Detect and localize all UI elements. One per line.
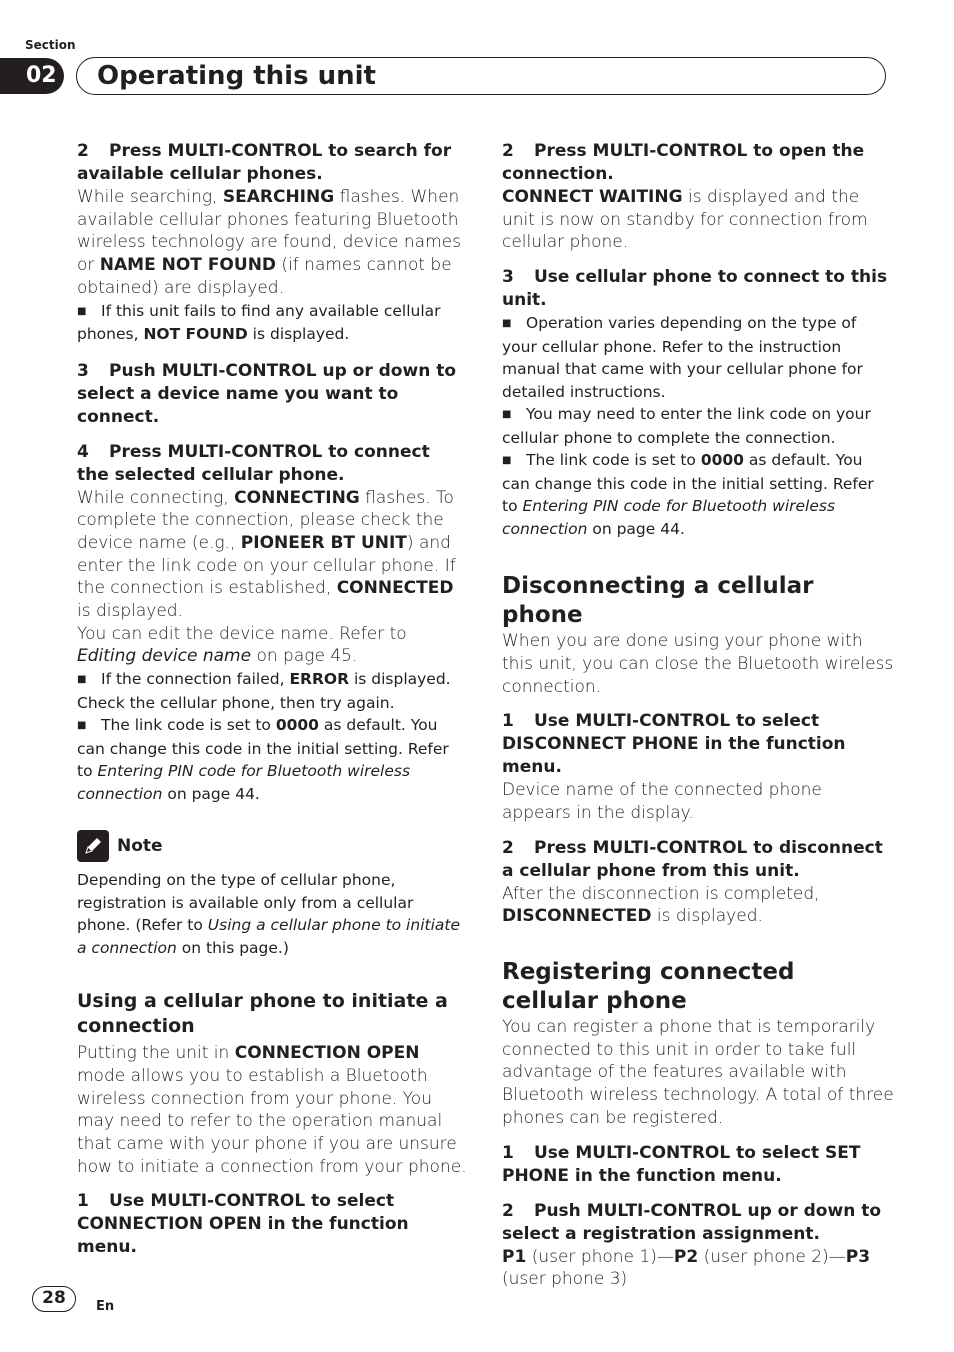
bullet-note: ■ If the connection failed, ERROR is displayed. Check the cellular phone, then try again. (77, 670, 451, 712)
right-column (502, 140, 894, 1291)
paragraph: You can register a phone that is temporarily connected to this unit in order to take full advantage of the features available with Bluetooth wireless technology. A total of three phones can be registered. (502, 1017, 894, 1128)
paragraph: After the disconnection is completed, DISCONNECTED is displayed. (502, 883, 820, 927)
step-2-search: 2 Press MULTI-CONTROL to search for available cellular phones. (77, 141, 452, 184)
bullet-note: ■ If this unit fails to find any available cellular phones, NOT FOUND is displayed. (77, 301, 441, 344)
square-bullet-icon: ■ (502, 455, 512, 467)
section-heading-register: Registering connected cellular phone (502, 959, 795, 1015)
square-bullet-icon: ■ (77, 305, 87, 317)
step-4-connect: 4 Press MULTI-CONTROL to connect the selected cellular phone. (77, 441, 430, 485)
section-heading-disconnect: Disconnecting a cellular phone (502, 573, 814, 629)
bullet-note: ■ Operation varies depending on the type of your cellular phone. Refer to the instruction manual that came with your cellular phone for detailed instructions. (502, 314, 863, 401)
step-1-disconnect-phone: 1 Use MULTI-CONTROL to select DISCONNECT PHONE in the function menu. (502, 711, 846, 778)
step-1-set-phone: 1 Use MULTI-CONTROL to select SET PHONE in the function menu. (502, 1142, 861, 1186)
paragraph: You can edit the device name. Refer to Editing device name on page 45. (77, 623, 407, 667)
paragraph: CONNECT WAITING is displayed and the unit is now on standby for connection from cellular phone. (502, 187, 868, 253)
page-title: Operating this unit (97, 61, 376, 91)
square-bullet-icon: ■ (502, 409, 512, 421)
step-2-registration: 2 Push MULTI-CONTROL up or down to select a registration assignment. (502, 1200, 882, 1244)
square-bullet-icon: ■ (77, 720, 87, 732)
section-number-badge: 02 (0, 58, 64, 94)
paragraph: Putting the unit in CONNECTION OPEN mode allows you to establish a Bluetooth wireless connection from your phone. You may need to refer to the operation manual that came with your phone if you are unsure how to initiate a connection from your phone. (77, 1043, 467, 1177)
note-text: Depending on the type of cellular phone, registration is available only from a cellular phone. (Refer to Using a cellular phone to initiate a connection on this page.) (77, 871, 460, 957)
subsection-heading: Using a cellular phone to initiate a connection (77, 990, 448, 1038)
step-2-open-connection: 2 Press MULTI-CONTROL to open the connection. (502, 141, 865, 184)
bullet-note: ■ The link code is set to 0000 as default. You can change this code in the initial setting. Refer to Entering PIN code for Bluetooth wireless connection on page 44. (502, 451, 874, 538)
note-heading (77, 829, 467, 863)
paragraph: When you are done using your phone with this unit, you can close the Bluetooth wireless connection. (502, 631, 894, 697)
left-column (77, 140, 467, 1259)
bullet-note: ■ The link code is set to 0000 as default. You can change this code in the initial setting. Refer to Entering PIN code for Bluetooth wireless connection on page 44. (77, 716, 449, 803)
language-code: En (96, 1299, 115, 1314)
step-3-select: 3 Push MULTI-CONTROL up or down to select a device name you want to connect. (77, 360, 457, 427)
paragraph: While connecting, CONNECTING flashes. To complete the connection, please check the device name (e.g., PIONEER BT UNIT) and enter the link code on your cellular phone. If the connection is established, CONNECTED is displayed. (77, 487, 456, 622)
step-1-connection-open: 1 Use MULTI-CONTROL to select CONNECTION OPEN in the function menu. (77, 1191, 409, 1258)
chapter-title-bar (76, 57, 886, 95)
paragraph: While searching, SEARCHING flashes. When available cellular phones featuring Bluetooth wireless technology are found, device names or NAME NOT FOUND (if names cannot be obtained) are displayed. (77, 187, 461, 298)
paragraph: Device name of the connected phone appears in the display. (502, 780, 822, 823)
section-label: Section (25, 38, 76, 52)
step-3-use-phone: 3 Use cellular phone to connect to this unit. (502, 267, 888, 311)
step-2-disconnect: 2 Press MULTI-CONTROL to disconnect a cellular phone from this unit. (502, 837, 883, 881)
square-bullet-icon: ■ (77, 674, 87, 686)
bullet-note: ■ You may need to enter the link code on your cellular phone to complete the connection. (502, 405, 871, 447)
paragraph: P1 (user phone 1)—P2 (user phone 2)—P3 (user phone 3) (502, 1246, 871, 1290)
page-number: 28 (32, 1286, 76, 1312)
square-bullet-icon: ■ (502, 318, 512, 330)
note-label: Note (117, 836, 163, 857)
pencil-icon (77, 830, 109, 862)
